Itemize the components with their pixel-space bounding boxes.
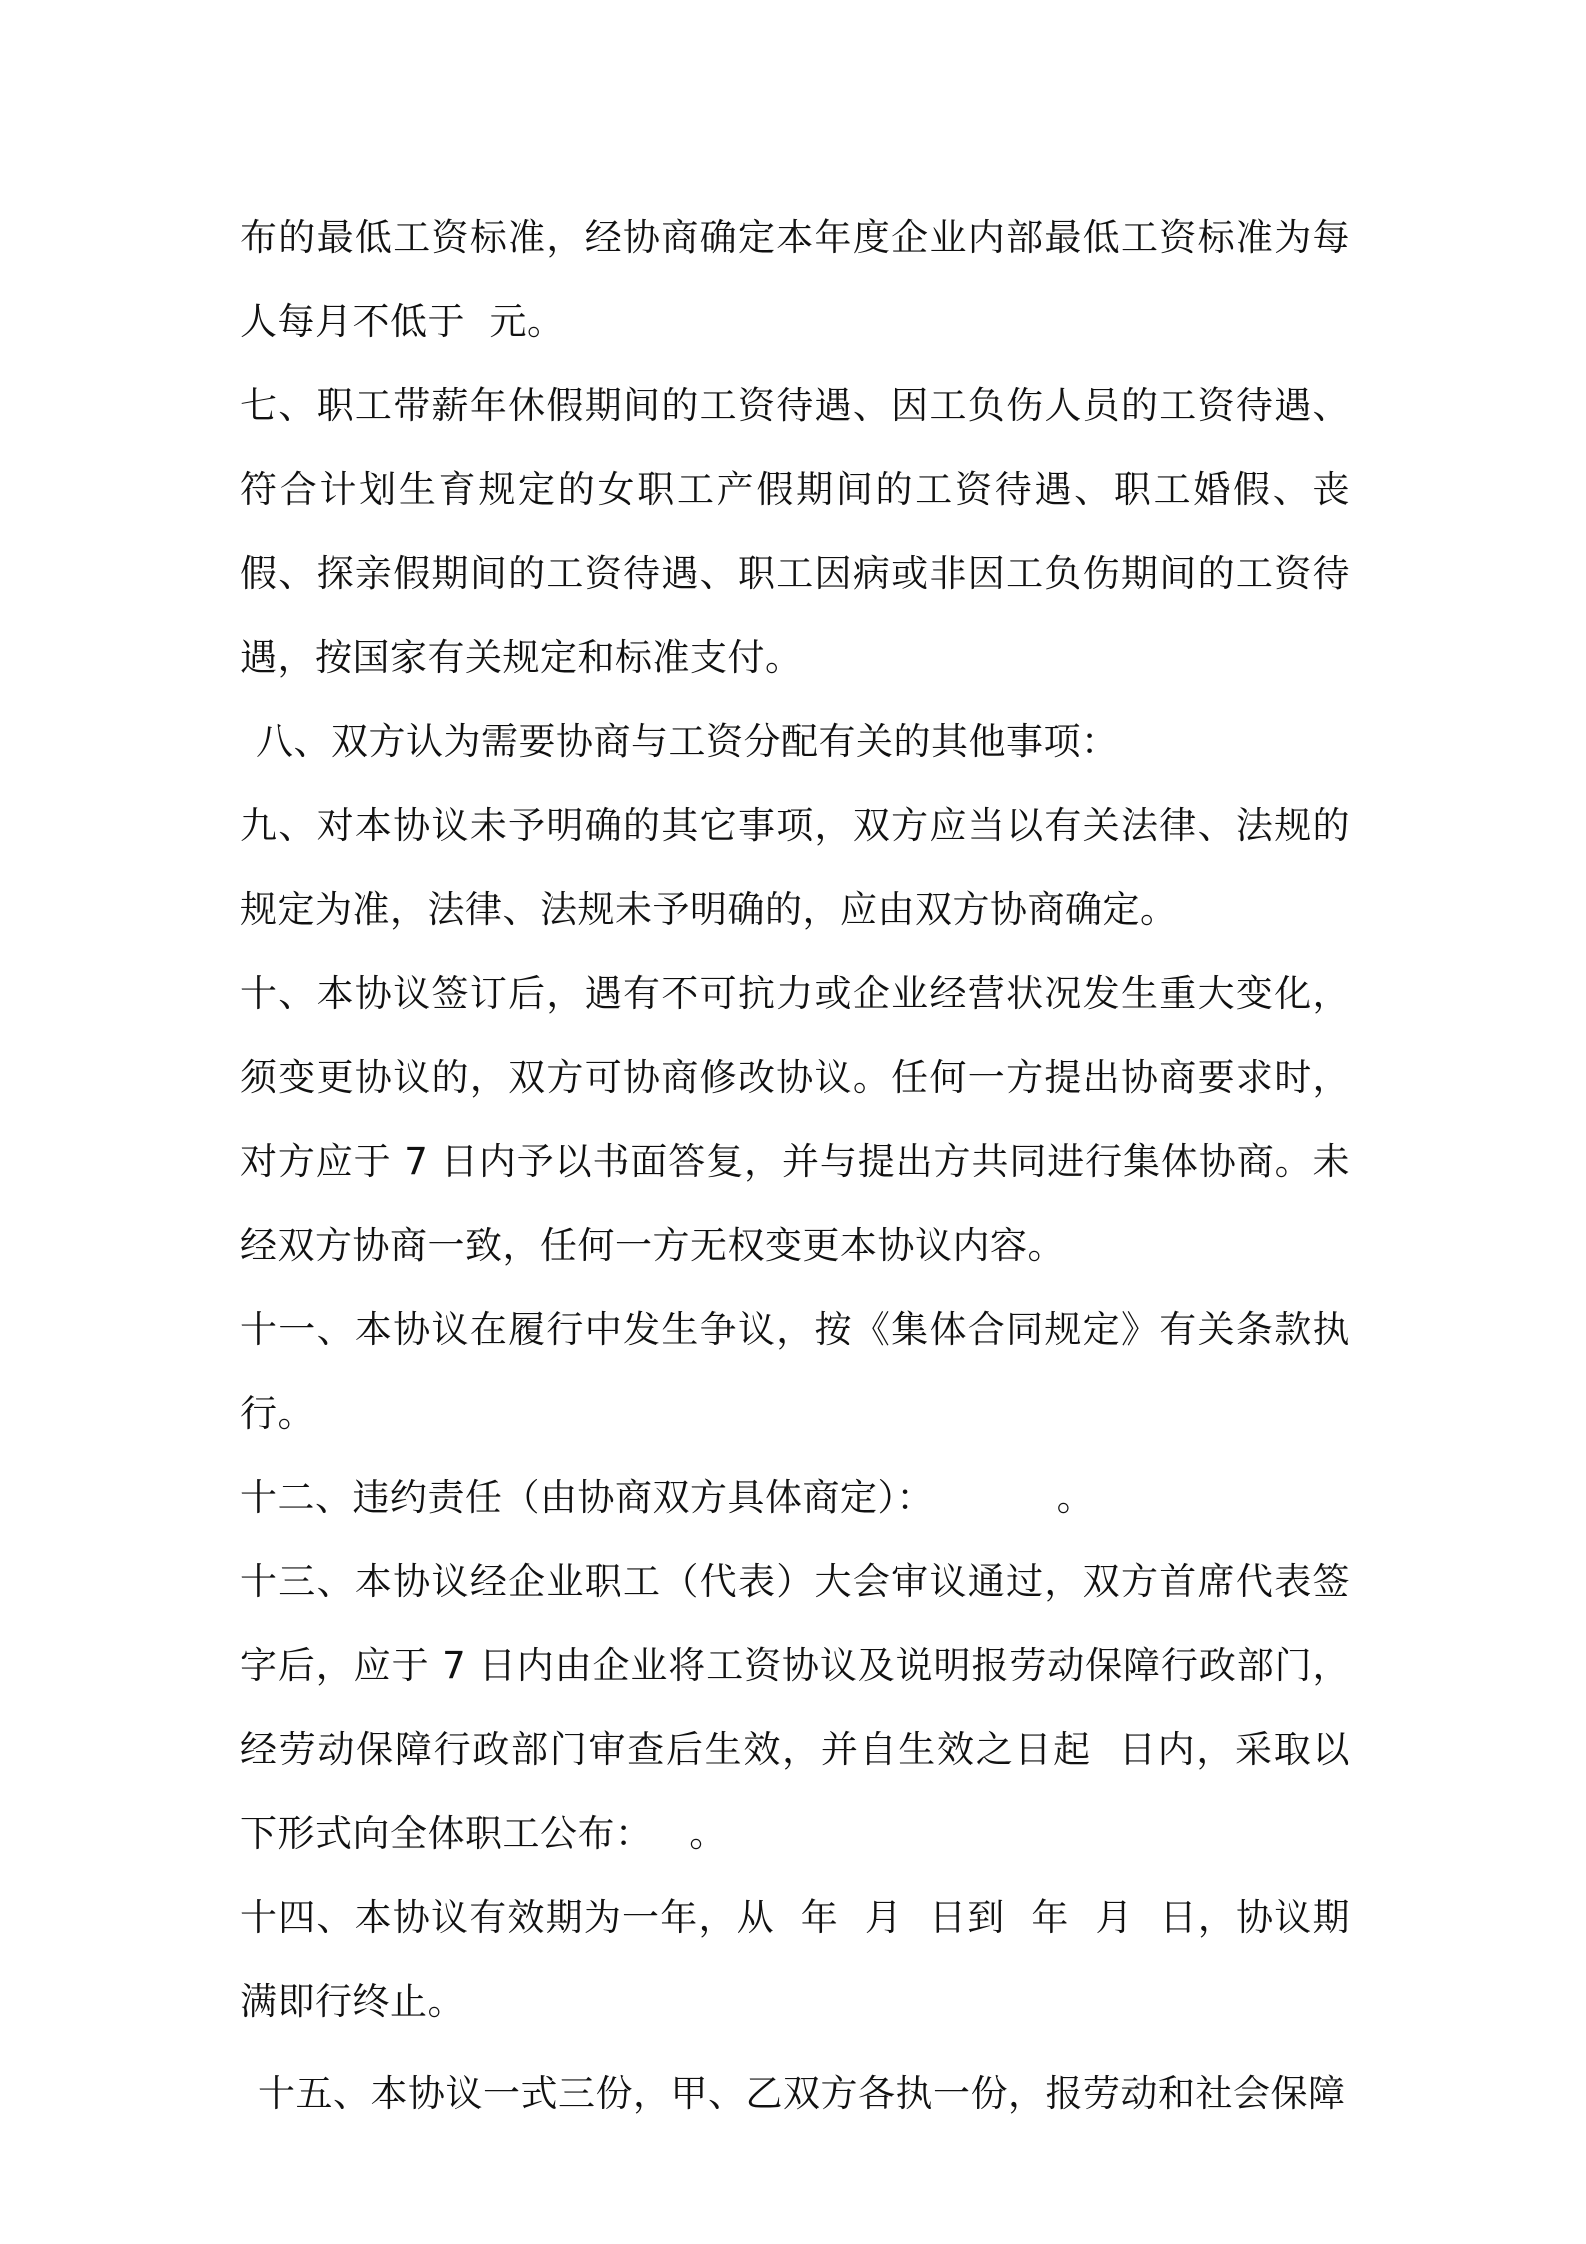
- paragraph-10: 十、本协议签订后，遇有不可抗力或企业经营状况发生重大变化，须变更协议的，双方可协商修改协议。任何一方提出协商要求时，对方应于 7 日内予以书面答复，并与提出方共同进行集体协商。未经双方协商一致，任何一方无权变更本协议内容。: [240, 972, 1350, 1267]
- paragraph-9: 九、对本协议未予明确的其它事项，双方应当以有关法律、法规的规定为准，法律、法规未予明确的，应由双方协商确定。: [240, 804, 1350, 931]
- paragraph-12: 十二、违约责任（由协商双方具体商定）： 。: [240, 1476, 1095, 1519]
- paragraph-14: 十四、本协议有效期为一年，从 年 月 日到 年 月 日，协议期满即行终止。: [240, 1896, 1350, 2023]
- paragraph-7: 七、职工带薪年休假期间的工资待遇、因工负伤人员的工资待遇、符合计划生育规定的女职工产假期间的工资待遇、职工婚假、丧假、探亲假期间的工资待遇、职工因病或非因工负伤期间的工资待遇，按国家有关规定和标准支付。: [240, 384, 1350, 679]
- document-body: [240, 196, 1350, 2136]
- paragraph-8: 八、双方认为需要协商与工资分配有关的其他事项：: [256, 720, 1119, 763]
- paragraph-6-tail: 布的最低工资标准，经协商确定本年度企业内部最低工资标准为每人每月不低于 元。: [240, 216, 1350, 343]
- paragraph-11: 十一、本协议在履行中发生争议，按《集体合同规定》有关条款执行。: [240, 1308, 1350, 1435]
- paragraph-15: 十五、本协议一式三份，甲、乙双方各执一份，报劳动和社会保障: [258, 2072, 1346, 2115]
- paragraph-13: 十三、本协议经企业职工（代表）大会审议通过，双方首席代表签字后，应于 7 日内由企业将工资协议及说明报劳动保障行政部门，经劳动保障行政部门审查后生效，并自生效之日起 日内，采取以下形式向全体职工公布： 。: [240, 1560, 1350, 1855]
